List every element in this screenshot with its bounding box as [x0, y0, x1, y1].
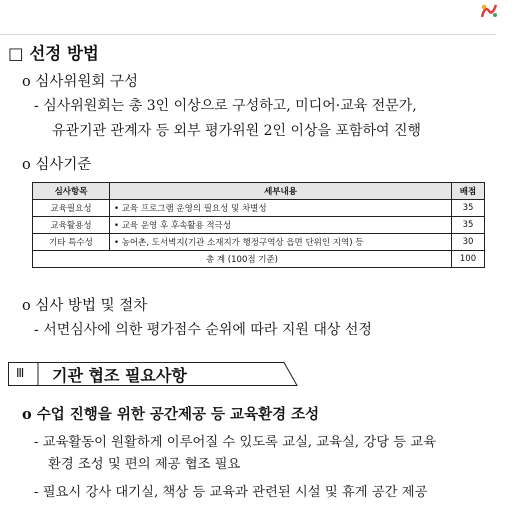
dash-line: - 필요시 강사 대기실, 책상 등 교육과 관련된 시설 및 휴게 공간 제공 [34, 485, 428, 500]
bullet-label: 심사위원회 구성 [35, 74, 139, 90]
evaluation-criteria-table [32, 182, 485, 268]
total-label: 총 계 (100점 기준) [33, 251, 452, 268]
bullet-item: o 수업 진행을 위한 공간제공 등 교육환경 조성 [22, 406, 320, 423]
table-row [33, 234, 485, 251]
dash-continuation: 유관기관 관계자 등 외부 평가위원 2인 이상을 포함하여 진행 [52, 123, 422, 139]
header-rule [0, 34, 496, 35]
dash-text: 필요시 강사 대기실, 책상 등 교육과 관련된 시설 및 휴게 공간 제공 [42, 485, 428, 500]
total-points: 100 [452, 251, 485, 268]
row-category: 교육활용성 [33, 217, 110, 234]
bullet-item: o 심사 방법 및 절차 [22, 298, 148, 314]
dash-line: - 심사위원회는 총 3인 이상으로 구성하고, 미디어·교육 전문가, [34, 98, 417, 114]
row-detail: • 교육 운영 후 후속활용 적극성 [110, 217, 452, 234]
dash-continuation: 환경 조성 및 편의 제공 협조 필요 [48, 457, 241, 472]
dash-line: - 교육활동이 원활하게 이루어질 수 있도록 교실, 교육실, 강당 등 교육 [34, 435, 437, 450]
dash-text: 서면심사에 의한 평가점수 순위에 따라 지원 대상 선정 [43, 322, 372, 338]
row-points: 30 [452, 234, 485, 251]
dash-line: - 서면심사에 의한 평가점수 순위에 따라 지원 대상 선정 [34, 322, 372, 338]
section2-heading [8, 362, 298, 386]
table-row [33, 217, 485, 234]
section2-number: Ⅲ [16, 366, 25, 380]
logo-mark-icon [480, 2, 498, 20]
section2-title: 기관 협조 필요사항 [52, 366, 187, 385]
bullet-label: 심사기준 [35, 157, 92, 173]
bullet-label: 심사 방법 및 절차 [35, 298, 148, 314]
row-detail: • 교육 프로그램 운영의 필요성 및 차별성 [110, 200, 452, 217]
dash-text: 심사위원회는 총 3인 이상으로 구성하고, 미디어·교육 전문가, [43, 98, 417, 114]
header-detail: 세부내용 [110, 183, 452, 200]
table-row [33, 200, 485, 217]
row-category: 교육필요성 [33, 200, 110, 217]
row-category: 기타 특수성 [33, 234, 110, 251]
section-title: 선정 방법 [29, 44, 99, 63]
dash-text: 교육활동이 원활하게 이루어질 수 있도록 교실, 교육실, 강당 등 교육 [42, 435, 437, 450]
bullet-item: o 심사위원회 구성 [22, 74, 139, 90]
table-total-row [33, 251, 485, 268]
row-points: 35 [452, 200, 485, 217]
organization-logo [462, 2, 514, 32]
section-heading [8, 40, 99, 64]
row-points: 35 [452, 217, 485, 234]
bullet-item: o 심사기준 [22, 157, 92, 173]
bullet-label: 수업 진행을 위한 공간제공 등 교육환경 조성 [36, 406, 320, 423]
row-detail: • 농어촌, 도서벽지(기관 소재지가 행정구역상 읍면 단위인 지역) 등 [110, 234, 452, 251]
section-marker: □ [8, 44, 24, 63]
header-category: 심사항목 [33, 183, 110, 200]
header-points: 배점 [452, 183, 485, 200]
table-header-row [33, 183, 485, 200]
